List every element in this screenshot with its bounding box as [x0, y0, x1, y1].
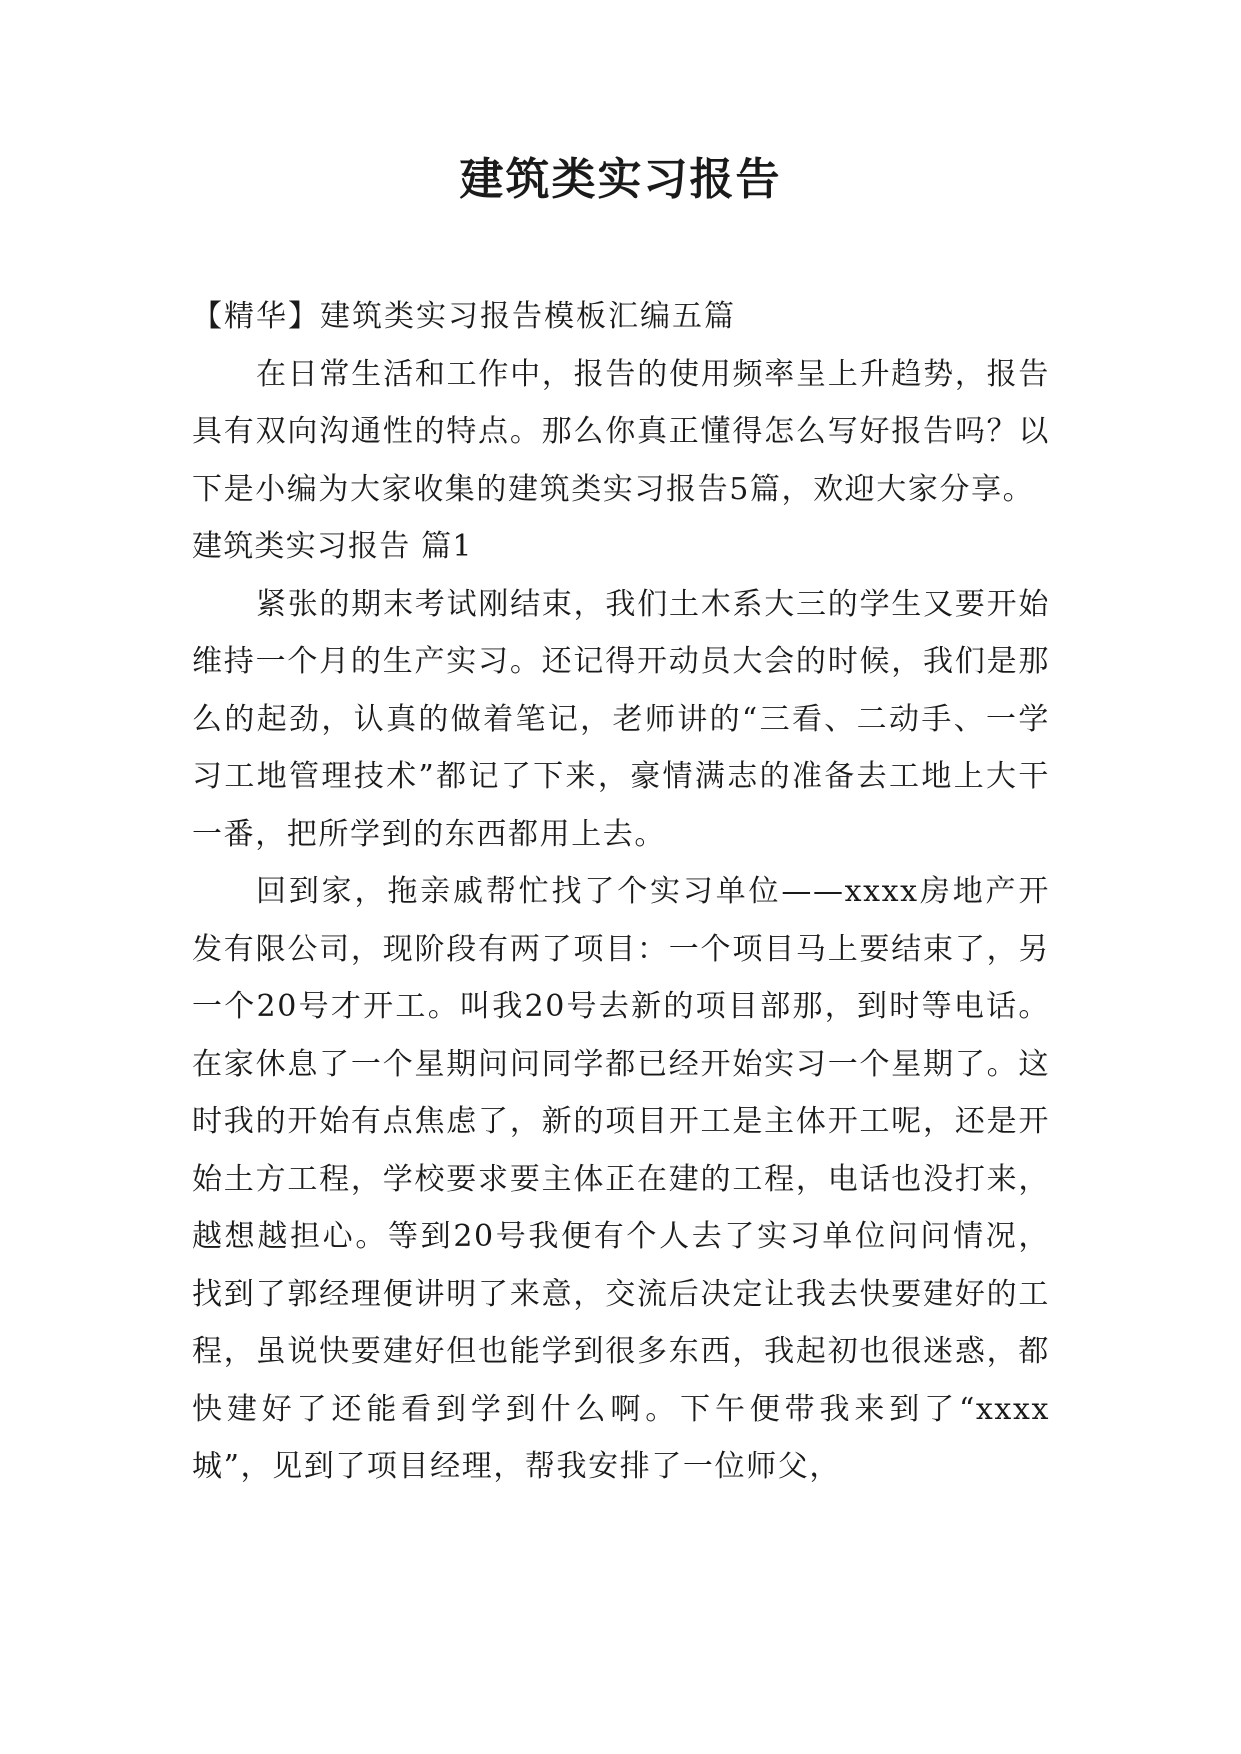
intro-paragraph: 在日常生活和工作中，报告的使用频率呈上升趋势，报告具有双向沟通性的特点。那么你真正懂得怎么写好报告吗？以下是小编为大家收集的建筑类实习报告5篇，欢迎大家分享。 — [192, 356, 1050, 507]
document-subtitle: 【精华】建筑类实习报告模板汇编五篇 — [192, 299, 736, 334]
document-body — [192, 288, 1050, 1496]
document-title: 建筑类实习报告 — [459, 154, 782, 205]
body-paragraph: 回到家，拖亲戚帮忙找了个实习单位——xxxx房地产开发有限公司，现阶段有两了项目：一个项目马上要结束了，另一个20号才开工。叫我20号去新的项目部那，到时等电话。在家休息了一个星期问问同学都已经开始实习一个星期了。这时我的开始有点焦虑了，新的项目开工是主体开工呢，还是开始土方工程，学校要求要主体正在建的工程，电话也没打来，越想越担心。等到20号我便有个人去了实习单位问问情况，找到了郭经理便讲明了来意，交流后决定让我去快要建好的工程，虽说快要建好但也能学到很多东西，我起初也很迷惑，都快建好了还能看到学到什么啊。下午便带我来到了“xxxx城”，见到了项目经理，帮我安排了一位师父， — [192, 874, 1050, 1484]
body-paragraph: 紧张的期末考试刚结束，我们土木系大三的学生又要开始维持一个月的生产实习。还记得开动员大会的时候，我们是那么的起劲，认真的做着笔记，老师讲的“三看、二动手、一学习工地管理技术”都记了下来，豪情满志的准备去工地上大干一番，把所学到的东西都用上去。 — [192, 586, 1050, 852]
section-heading: 建筑类实习报告 篇1 — [192, 529, 473, 564]
